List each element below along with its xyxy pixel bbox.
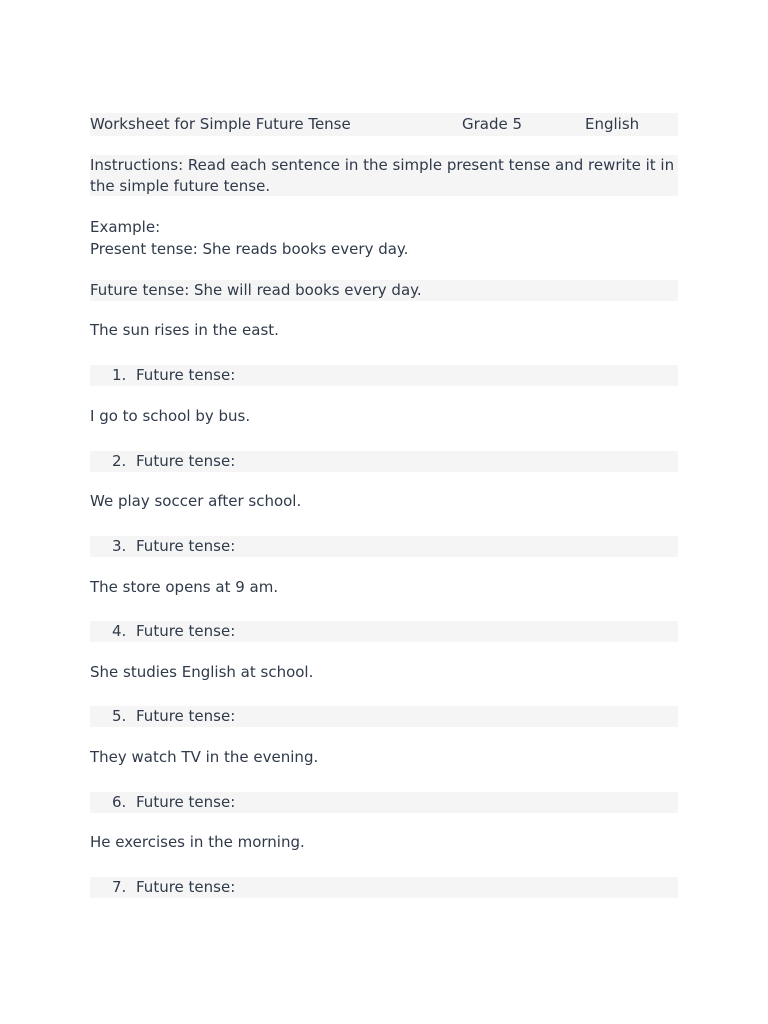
item-number: 3. bbox=[112, 537, 127, 555]
subject-label: English bbox=[585, 115, 640, 133]
grade-label: Grade 5 bbox=[462, 115, 523, 133]
answer-label: Future tense: bbox=[136, 537, 236, 555]
worksheet-header bbox=[90, 113, 678, 136]
answer-line-4[interactable] bbox=[90, 621, 678, 642]
answer-label: Future tense: bbox=[136, 452, 236, 470]
present-sentence-4: The store opens at 9 am. bbox=[90, 578, 279, 596]
answer-label: Future tense: bbox=[136, 878, 236, 896]
item-number: 6. bbox=[112, 793, 127, 811]
answer-line-6[interactable] bbox=[90, 792, 678, 813]
answer-label: Future tense: bbox=[136, 793, 236, 811]
answer-line-7[interactable] bbox=[90, 877, 678, 898]
example-future-sentence: Future tense: She will read books every day. bbox=[90, 280, 678, 301]
answer-line-2[interactable] bbox=[90, 451, 678, 472]
item-number: 7. bbox=[112, 878, 127, 896]
instructions-text: Instructions: Read each sentence in the simple present tense and rewrite it in the simple future tense. bbox=[90, 155, 678, 196]
item-number: 2. bbox=[112, 452, 127, 470]
present-sentence-7: He exercises in the morning. bbox=[90, 833, 305, 851]
answer-line-1[interactable] bbox=[90, 365, 678, 386]
answer-label: Future tense: bbox=[136, 622, 236, 640]
example-present-sentence: Present tense: She reads books every day. bbox=[90, 240, 409, 258]
worksheet-title: Worksheet for Simple Future Tense bbox=[90, 115, 351, 133]
present-sentence-2: I go to school by bus. bbox=[90, 407, 251, 425]
answer-label: Future tense: bbox=[136, 707, 236, 725]
answer-line-5[interactable] bbox=[90, 706, 678, 727]
present-sentence-3: We play soccer after school. bbox=[90, 492, 302, 510]
item-number: 4. bbox=[112, 622, 127, 640]
present-sentence-1: The sun rises in the east. bbox=[90, 321, 279, 339]
present-sentence-5: She studies English at school. bbox=[90, 663, 314, 681]
answer-line-3[interactable] bbox=[90, 536, 678, 557]
example-label: Example: bbox=[90, 218, 161, 236]
item-number: 5. bbox=[112, 707, 127, 725]
item-number: 1. bbox=[112, 366, 127, 384]
answer-label: Future tense: bbox=[136, 366, 236, 384]
present-sentence-6: They watch TV in the evening. bbox=[90, 748, 319, 766]
